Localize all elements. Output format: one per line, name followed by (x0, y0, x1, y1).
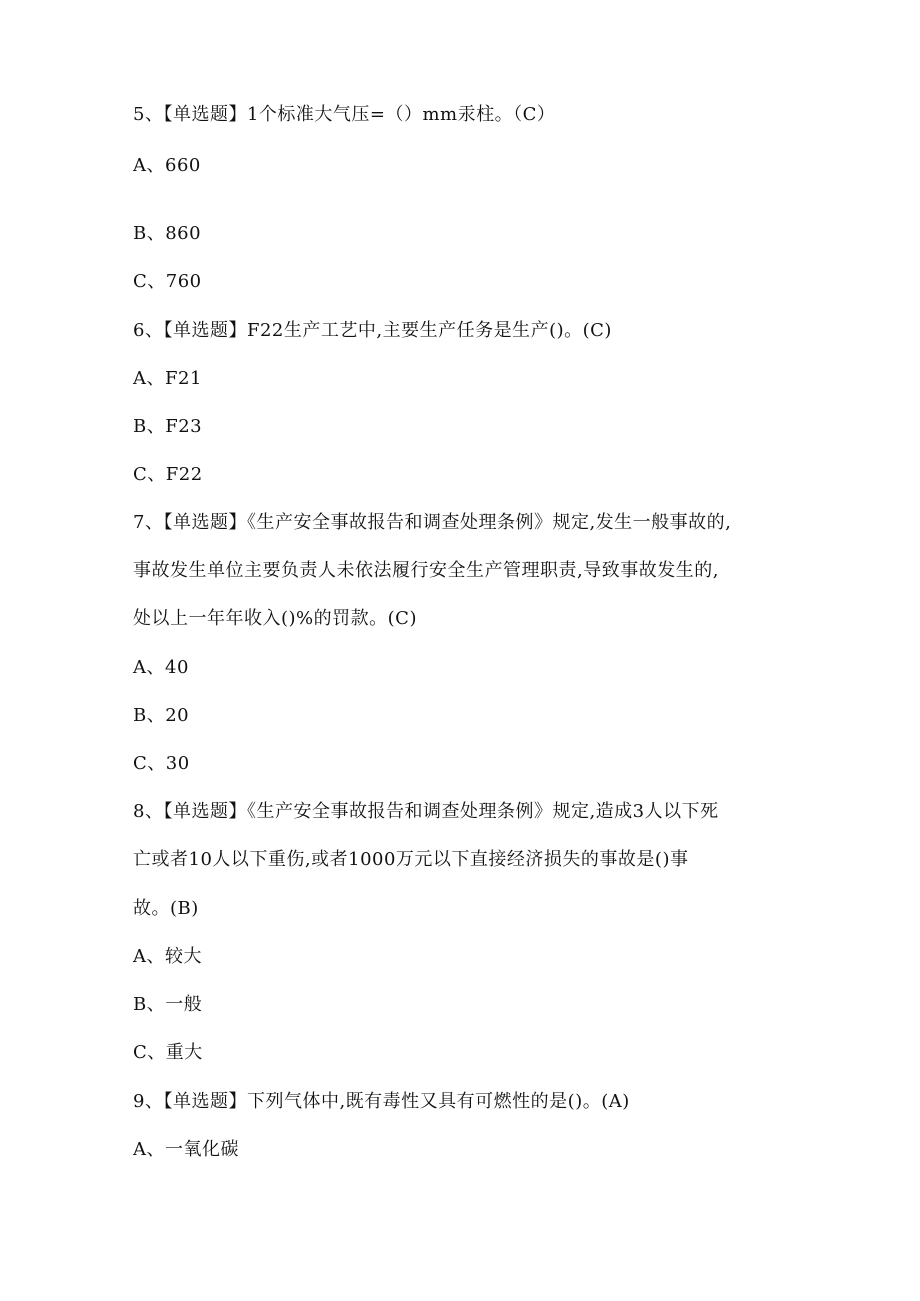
question-6-text: 6、【单选题】F22生产工艺中,主要生产任务是生产()。(C) (133, 320, 612, 341)
question-7-option-b: B、20 (133, 705, 190, 726)
question-8-option-b: B、一般 (133, 994, 203, 1015)
question-8-option-c: C、重大 (133, 1042, 203, 1063)
question-7-option-a: A、40 (133, 657, 189, 678)
question-7-text-line-2: 事故发生单位主要负责人未依法履行安全生产管理职责,导致事故发生的, (133, 560, 719, 581)
question-6-option-a: A、F21 (133, 368, 202, 389)
question-9-option-a: A、一氧化碳 (133, 1139, 239, 1160)
question-8-option-a: A、较大 (133, 946, 202, 967)
question-6-option-b: B、F23 (133, 416, 203, 437)
question-7-option-c: C、30 (133, 753, 190, 774)
question-7-text-line-3: 处以上一年年收入()%的罚款。(C) (133, 608, 417, 629)
question-5-option-c: C、760 (133, 271, 202, 292)
question-5-option-b: B、860 (133, 223, 202, 244)
question-6-option-c: C、F22 (133, 464, 203, 485)
question-5-text: 5、【单选题】1个标准大气压=（）mm汞柱。（C） (133, 104, 556, 125)
question-8-text-line-2: 亡或者10人以下重伤,或者1000万元以下直接经济损失的事故是()事 (133, 849, 689, 870)
question-8-text-line-3: 故。(B) (133, 898, 199, 919)
question-5-option-a: A、660 (133, 155, 201, 176)
question-9-text: 9、【单选题】下列气体中,既有毒性又具有可燃性的是()。(A) (133, 1091, 630, 1112)
question-7-text-line-1: 7、【单选题】《生产安全事故报告和调查处理条例》规定,发生一般事故的, (133, 512, 732, 533)
question-8-text-line-1: 8、【单选题】《生产安全事故报告和调查处理条例》规定,造成3人以下死 (133, 801, 719, 822)
